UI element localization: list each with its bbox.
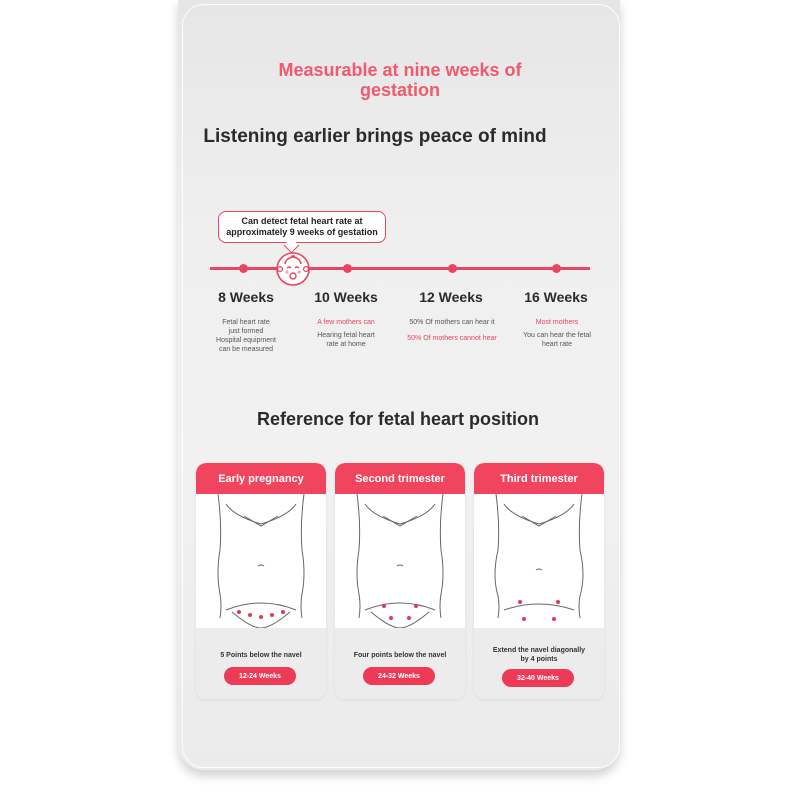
- desc-line: 50% Of mothers can hear it: [409, 319, 495, 326]
- callout-line-1: Can detect fetal heart rate at: [241, 216, 363, 226]
- panel-note-line-2: by 4 points: [520, 656, 558, 663]
- timeline-dot: [552, 264, 561, 273]
- panel-footer: [335, 628, 465, 699]
- timeline-dot: [239, 264, 248, 273]
- week-label: 8 Weeks: [218, 289, 274, 305]
- desc-line-highlight: A few mothers can: [317, 319, 375, 326]
- week-description: [396, 318, 508, 345]
- week-description: [291, 318, 401, 351]
- timeline-line: [210, 267, 590, 270]
- week-description: [191, 318, 301, 356]
- panel-note: Four points below the navel: [353, 652, 447, 659]
- page-margin-left: [0, 0, 178, 800]
- panel-note-line-1: Extend the navel diagonally: [492, 647, 586, 654]
- subheadline: Listening earlier brings peace of mind: [203, 126, 547, 147]
- position-panel-third: [474, 463, 604, 699]
- desc-line: Hearing fetal heart: [317, 332, 375, 339]
- timeline-dot: [448, 264, 457, 273]
- callout-line-2: approximately 9 weeks of gestation: [226, 227, 378, 237]
- desc-line-highlight: Most mothers: [535, 319, 579, 326]
- week-label: 16 Weeks: [524, 289, 588, 305]
- section-title: Reference for fetal heart position: [256, 409, 540, 429]
- desc-line: Hospital equipment: [216, 337, 276, 344]
- torso-illustration: [196, 494, 326, 590]
- position-panel-second: [335, 463, 465, 699]
- headline-line-1: Measurable at nine weeks of: [278, 60, 522, 80]
- headline: [0, 60, 800, 100]
- desc-line: Fetal heart rate: [222, 319, 270, 326]
- week-label: 10 Weeks: [314, 289, 378, 305]
- week-label: 12 Weeks: [419, 289, 483, 305]
- desc-line: can be measured: [218, 346, 274, 353]
- torso-illustration: [335, 494, 465, 590]
- panel-note: 5 Points below the navel: [220, 652, 302, 659]
- panel-title: Third trimester: [474, 463, 604, 494]
- callout-bubble: [218, 211, 386, 243]
- weeks-pill[interactable]: 24-32 Weeks: [363, 667, 435, 685]
- desc-line: heart rate: [542, 341, 572, 348]
- timeline-dot: [343, 264, 352, 273]
- torso-illustration: [474, 494, 604, 590]
- panel-title: Early pregnancy: [196, 463, 326, 494]
- weeks-pill[interactable]: 32-40 Weeks: [502, 669, 574, 687]
- desc-line: rate at home: [326, 341, 366, 348]
- week-description: [502, 318, 612, 351]
- weeks-pill[interactable]: 12-24 Weeks: [224, 667, 296, 685]
- desc-line: just formed: [228, 328, 264, 335]
- panel-title: Second trimester: [335, 463, 465, 494]
- headline-line-2: gestation: [359, 80, 440, 100]
- panel-footer: [196, 628, 326, 699]
- baby-face-icon: [276, 252, 310, 291]
- position-panel-early: [196, 463, 326, 699]
- panel-note: [478, 646, 600, 664]
- desc-line-highlight: 50% Of mothers cannot hear: [407, 335, 497, 342]
- desc-line: You can hear the fetal: [523, 332, 591, 339]
